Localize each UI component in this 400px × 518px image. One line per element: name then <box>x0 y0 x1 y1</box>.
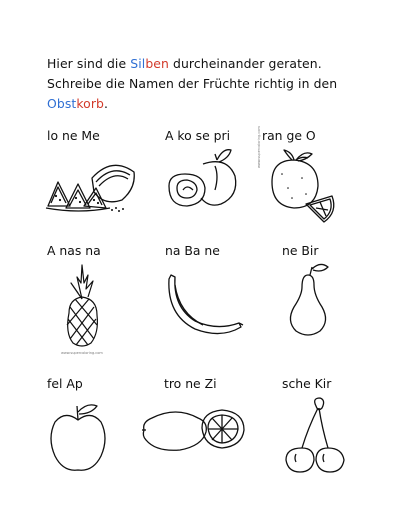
instruction-line-2: Schreibe die Namen der Früchte richtig in den <box>47 76 338 91</box>
scrambled-word-label: lo ne Me <box>47 128 100 143</box>
fruit-cell-banana <box>165 243 275 358</box>
instruction-text <box>47 54 367 114</box>
apricot-icon <box>165 146 240 216</box>
fruit-cell-lemon <box>140 376 250 491</box>
fruit-cell-cherries <box>282 376 392 491</box>
lemon-icon <box>140 400 250 470</box>
image-credit: www.supercoloring.com <box>257 126 261 168</box>
pear-icon <box>282 261 342 341</box>
cherries-icon <box>282 396 357 476</box>
instruction-text-part: Hier sind die <box>47 56 131 71</box>
scrambled-word-label: ne Bir <box>282 243 319 258</box>
scrambled-word-label: ran ge O <box>262 128 316 143</box>
fruit-cell-watermelon <box>47 128 157 243</box>
watermelon-icon <box>44 148 144 218</box>
syllable-highlight-ben: ben <box>145 56 169 71</box>
instruction-text-part: . <box>104 96 109 111</box>
scrambled-word-label: A ko se pri <box>165 128 231 143</box>
image-credit: www.supercoloring.com <box>61 351 103 355</box>
scrambled-word-label: fel Ap <box>47 376 83 391</box>
instruction-text-part: durcheinander geraten. <box>168 56 322 71</box>
syllable-highlight-sil: Sil <box>130 56 146 71</box>
fruit-cell-pear <box>282 243 392 358</box>
fruit-cell-pineapple <box>47 243 157 358</box>
pineapple-icon <box>57 263 107 355</box>
apple-icon <box>47 398 109 478</box>
fruit-cell-orange <box>257 126 372 243</box>
scrambled-word-label: sche Kir <box>282 376 332 391</box>
scrambled-word-label: tro ne Zi <box>164 376 217 391</box>
scrambled-word-label: na Ba ne <box>165 243 220 258</box>
instruction-line-3 <box>47 94 367 114</box>
scrambled-word-label: A nas na <box>47 243 101 258</box>
instruction-line-1 <box>47 54 367 74</box>
syllable-highlight-korb: korb <box>76 96 105 111</box>
syllable-highlight-obst: Obst <box>47 96 77 111</box>
banana-icon <box>165 271 245 341</box>
